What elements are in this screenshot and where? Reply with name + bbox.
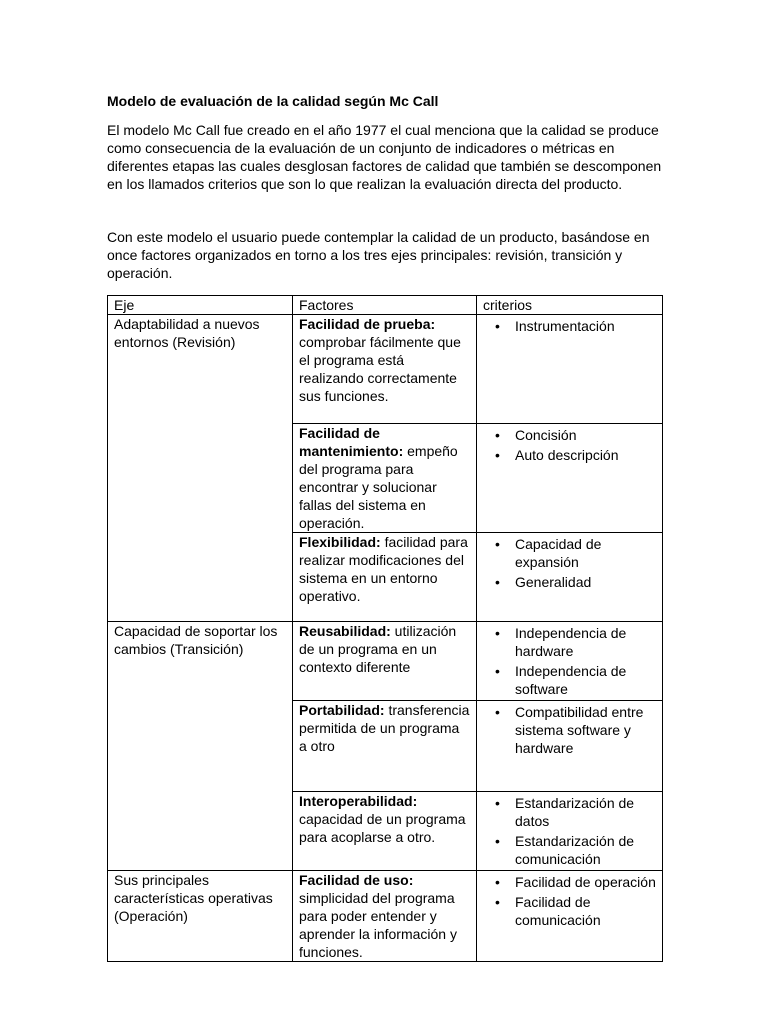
criteria-cell	[477, 315, 663, 424]
criteria-list	[483, 794, 656, 868]
factor-cell	[293, 424, 477, 533]
factor-name: Interoperabilidad:	[299, 793, 418, 809]
criteria-cell	[477, 871, 663, 962]
criteria-list	[483, 426, 656, 464]
paragraph-text: Con este modelo el usuario puede contemplar la calidad de un producto, basándose en once factores organizados en torno a los tres ejes principales: revisión, transición y operación.	[107, 229, 650, 281]
factor-cell	[293, 792, 477, 871]
criteria-item: • Estandarización de comunicación	[515, 832, 656, 868]
factor-description: capacidad de un programa para acoplarse a otro.	[299, 811, 466, 845]
criteria-item: • Generalidad	[515, 573, 656, 591]
factor-description: transferencia permitida de un programa a otro	[299, 702, 470, 754]
factor-name: Facilidad de prueba:	[299, 316, 436, 332]
document-title: Modelo de evaluación de la calidad según Mc Call	[107, 93, 439, 109]
criteria-item: • Facilidad de operación	[515, 873, 656, 891]
factor-description: comprobar fácilmente que el programa está realizando correctamente sus funciones.	[299, 334, 461, 404]
criteria-cell	[477, 701, 663, 792]
criteria-item: • Instrumentación	[515, 317, 656, 335]
factor-name: Flexibilidad:	[299, 534, 381, 550]
criteria-cell	[477, 424, 663, 533]
criteria-item: • Estandarización de datos	[515, 794, 656, 830]
criteria-list	[483, 535, 656, 591]
factor-description: facilidad para realizar modificaciones del sistema en un entorno operativo.	[299, 534, 468, 604]
factor-name: Facilidad de uso:	[299, 872, 414, 888]
factor-description: simplicidad del programa para poder entender y aprender la información y funciones.	[299, 890, 457, 960]
factor-cell	[293, 871, 477, 962]
criteria-item: • Compatibilidad entre sistema software y hardware	[515, 703, 656, 757]
criteria-cell	[477, 792, 663, 871]
intro-paragraph	[107, 121, 667, 193]
table-row	[108, 622, 663, 701]
factor-cell	[293, 622, 477, 701]
criteria-item: • Concisión	[515, 426, 656, 444]
criteria-item: • Auto descripción	[515, 446, 656, 464]
criteria-cell	[477, 622, 663, 701]
table-row	[108, 315, 663, 424]
eje-cell: Capacidad de soportar los cambios (Transición)	[108, 622, 293, 871]
factor-cell	[293, 315, 477, 424]
criteria-item: • Independencia de hardware	[515, 624, 656, 660]
factor-name: Reusabilidad:	[299, 623, 391, 639]
criteria-list	[483, 703, 656, 757]
factor-name: Facilidad de mantenimiento:	[299, 425, 404, 459]
factor-description: utilización de un programa en un contexto diferente	[299, 623, 457, 675]
factor-cell	[293, 533, 477, 622]
factor-description: empeño del programa para encontrar y solucionar fallas del sistema en operación.	[299, 443, 458, 531]
factor-cell	[293, 701, 477, 792]
criteria-item: • Independencia de software	[515, 662, 656, 698]
criteria-list	[483, 317, 656, 335]
eje-cell: Sus principales características operativas (Operación)	[108, 871, 293, 962]
table-header-row	[108, 296, 663, 315]
criteria-list	[483, 624, 656, 698]
table-row	[108, 871, 663, 962]
criteria-item: • Facilidad de comunicación	[515, 893, 656, 929]
factor-name: Portabilidad:	[299, 702, 385, 718]
paragraph-text: El modelo Mc Call fue creado en el año 1977 el cual menciona que la calidad se produce como consecuencia de la evaluación de un conjunto de indicadores o métricas en diferentes etapas las cuales desglosan factores de calidad que también se descomponen en los llamados criterios que son lo que realizan la evaluación directa del producto.	[107, 122, 662, 192]
header-eje: Eje	[108, 296, 293, 315]
header-criterios: criterios	[477, 296, 663, 315]
second-paragraph	[107, 228, 667, 282]
criteria-cell	[477, 533, 663, 622]
criteria-list	[483, 873, 656, 929]
mccall-table	[107, 295, 663, 962]
header-factores: Factores	[293, 296, 477, 315]
criteria-item: • Capacidad de expansión	[515, 535, 656, 571]
eje-cell: Adaptabilidad a nuevos entornos (Revisión)	[108, 315, 293, 622]
